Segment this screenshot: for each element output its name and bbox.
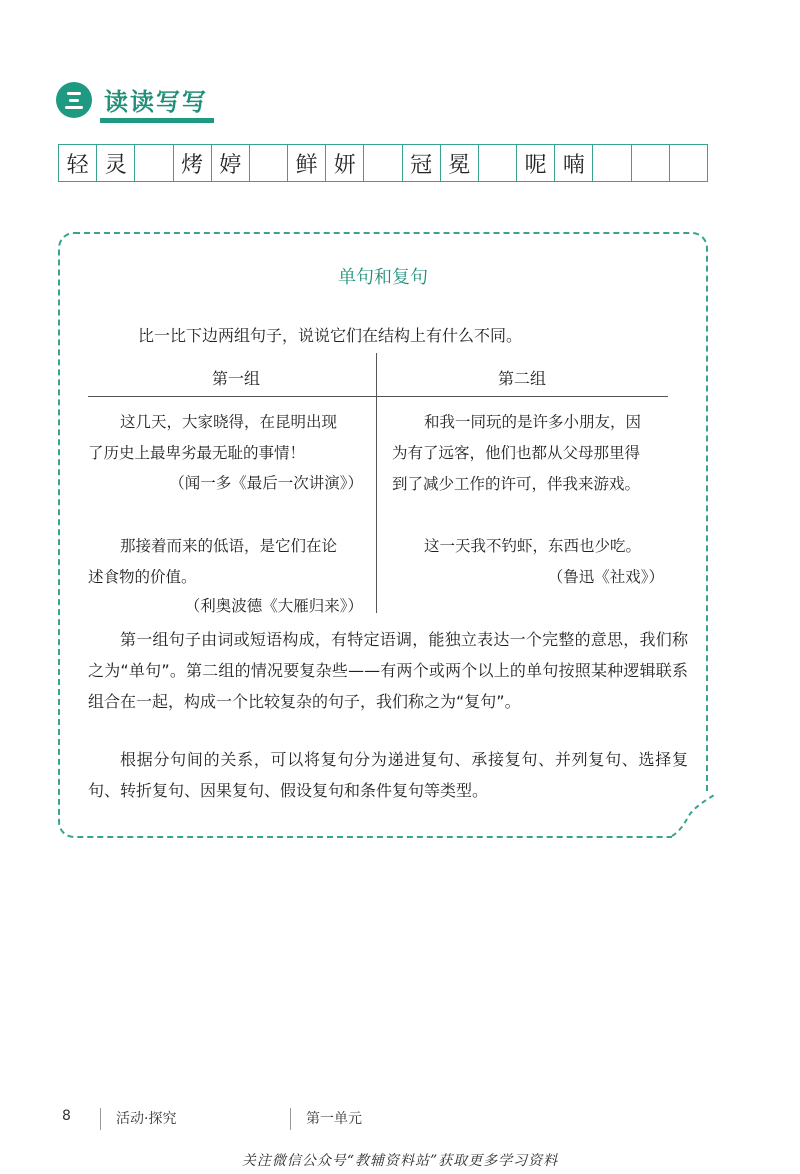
group1-example2-source: （利奥波德《大雁归来》）	[184, 597, 363, 615]
footer-section-label: 活动·探究	[116, 1111, 177, 1127]
grid-cell: 呢	[517, 145, 555, 181]
footer-separator	[290, 1108, 291, 1130]
grid-cell: 喃	[555, 145, 593, 181]
box-title: 单句和复句	[338, 267, 428, 288]
group2-example2-source: （鲁迅《社戏》）	[547, 568, 664, 586]
grid-cell: 冕	[441, 145, 479, 181]
grid-cell	[364, 145, 402, 181]
footer-separator	[100, 1108, 101, 1130]
writing-grid	[58, 144, 708, 182]
group1-example2-line2: 述食物的价值。	[88, 568, 197, 586]
section-title: 读读写写	[104, 88, 208, 116]
grid-cell: 冠	[403, 145, 441, 181]
grid-cell: 妍	[326, 145, 364, 181]
section-title-underline	[100, 118, 214, 123]
group2-example1-line1: 和我一同玩的是许多小朋友，因	[424, 413, 642, 431]
watermark: 关注微信公众号“教辅资料站”获取更多学习资料	[241, 1153, 559, 1169]
footer-unit-label: 第一单元	[306, 1111, 362, 1127]
section-three-icon	[65, 92, 83, 109]
grid-cell: 烤	[174, 145, 212, 181]
group1-example1-source: （闻一多《最后一次讲演》）	[169, 474, 363, 492]
box-prompt: 比一比下边两组句子，说说它们在结构上有什么不同。	[138, 326, 523, 345]
grid-cell	[593, 145, 631, 181]
grid-cell: 婷	[212, 145, 250, 181]
group1-heading: 第一组	[211, 369, 260, 388]
section-number-badge	[56, 82, 92, 118]
group2-example2-line1: 这一天我不钓虾，东西也少吃。	[424, 537, 642, 555]
group2-example1-line2: 为有了远客，他们也都从父母那里得	[392, 444, 641, 462]
page-number: 8	[62, 1108, 71, 1124]
grid-cell	[670, 145, 707, 181]
group1-example2-line1: 那接着而来的低语，是它们在论	[120, 537, 338, 555]
explanation-paragraph: 第一组句子由词或短语构成，有特定语调，能独立表达一个完整的意思，我们称之为“单句”。第二组的情况要复杂些——有两个或两个以上的单句按照某种逻辑联系组合在一起，构成一个比较复杂的句子，我们称之为“复句”。	[88, 630, 688, 711]
grid-cell	[632, 145, 670, 181]
table-rule	[88, 396, 668, 397]
group1-example1-line1: 这几天，大家晓得，在昆明出现	[120, 413, 338, 431]
grid-cell: 鲜	[288, 145, 326, 181]
grid-cell	[135, 145, 173, 181]
grid-cell: 灵	[97, 145, 135, 181]
grid-cell: 轻	[59, 145, 97, 181]
group2-example1-line3: 到了减少工作的许可，伴我来游戏。	[392, 475, 641, 493]
grid-cell	[250, 145, 288, 181]
group1-example1-line2: 了历史上最卑劣最无耻的事情！	[88, 444, 306, 462]
table-divider	[376, 353, 377, 613]
group2-heading: 第二组	[497, 369, 546, 388]
grid-cell	[479, 145, 517, 181]
classification-paragraph: 根据分句间的关系，可以将复句分为递进复句、承接复句、并列复句、选择复句、转折复句、因果复句、假设复句和条件复句等类型。	[88, 750, 688, 800]
